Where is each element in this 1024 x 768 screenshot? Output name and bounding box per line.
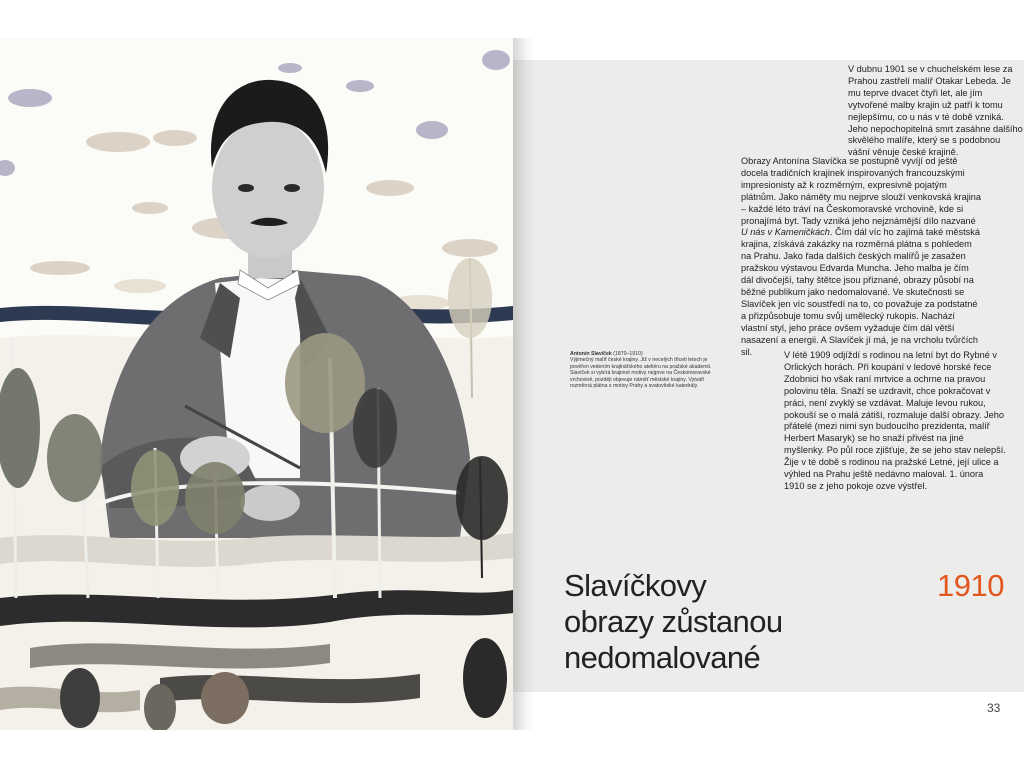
chapter-title-line-2: obrazy zůstanou — [564, 604, 783, 639]
caption-text: Výjimečný malíř české krajiny. Již v necelých třiceti letech je pověřen vedením krajinářského ateliéru na pražské akademii. Slavíček si vybírá krajinné motivy nejprve na Českomoravské vrchovině, později objevuje náměť městské krajiny. Vytváří rozměrná plátna s motivy Prahy a svatovítské katedrály. — [570, 357, 712, 390]
chapter-title-line-3: nedomalované — [564, 640, 761, 675]
text-page — [513, 38, 1024, 730]
intro-paragraph — [848, 64, 1023, 159]
intro-paragraph-text: V dubnu 1901 se v chuchelském lese za Prahou zastřelí malíř Otakar Lebeda. Je mu teprve dvacet čtyři let, ale jím vytvořené malby krajin už patří k tomu nejlepšímu, co u nás v té době vzniká. Jeho nepochopitelná smrt zasáhne dalšího skvělého malíře, který se s podobnou vášní věnuje české krajině. — [848, 64, 1023, 158]
body-paragraph-1-text — [741, 156, 981, 358]
chapter-title-line-1: Slavíčkovy — [564, 568, 707, 603]
page-gutter-shadow — [513, 38, 535, 730]
portrait-illustration — [0, 38, 513, 730]
caption-name: Antonín Slavíček — [570, 351, 612, 357]
body-paragraph-2 — [784, 350, 1006, 493]
page-number: 33 — [987, 701, 1001, 715]
body-paragraph-1-after: . Čím dál víc ho zajímá také městská krajina, získává zakázky na rozměrná plátna s pohledem na Prahu. Jako řada dalších českých malířů je zasažen pražskou výstavou Edvarda Muncha. Jeho malba je čím dál divočejší, tahy štětce jsou přiznané, obrazy působí na běžné publikum jako nedomalované. Ve skutečnosti se Slavíček jen víc soustředí na to, co považuje za podstatné a přizpůsobuje tomu svůj umělecký rukopis. Nachází vlastní styl, jeho práce ovšem vyžaduje čím dál větší nasazení a energii. A Slavíček jí má, je na vrcholu tvůrčích sil. — [741, 227, 980, 357]
artwork-title: U nás v Kameničkách — [741, 227, 830, 238]
illustration-page — [0, 38, 513, 730]
body-paragraph-1-before: Obrazy Antonína Slavíčka se postupně vyvíjí od ještě docela tradičních krajinek inspirovaných francouzskými impresionisty až k rozměrným, expresivně pojatým plátnům. Jako náměty mu nejprve slouží venkovská krajina – každé léto tráví na Českomoravské vrchovině, kde si pronajímá byt. Tady vzniká jeho nejznámější dílo nazvané — [741, 156, 982, 226]
chapter-year: 1910 — [937, 568, 1004, 603]
portrait-caption — [570, 351, 725, 389]
chapter-title — [564, 568, 864, 676]
body-paragraph-1 — [741, 156, 981, 358]
caption-dates: (1870–1910) — [611, 351, 643, 357]
body-paragraph-2-text: V létě 1909 odjíždí s rodinou na letní byt do Rybné v Orlických horách. Při koupání v ledové horské řece Zdobnici ho však raní mrtvice a ochrne na pravou polovinu těla. Snaží se uzdravit, chce pokračovat v práci, není zvyklý se vzdávat. Maluje levou rukou, pokouší se o malá zátiší, rozmaluje další obrazy. Jeho přátelé (mezi nimi syn budoucího prezidenta, malíř Herbert Masaryk) se ho snaží přivést na jiné myšlenky. Po půl roce zjišťuje, že se jeho stav nelepší. Žije v té době s rodinou na pražské Letné, její ulice a výhled na Prahu ještě nedávno maloval. 1. února 1910 se z jeho pokoje ozve výstřel. — [784, 350, 1006, 491]
